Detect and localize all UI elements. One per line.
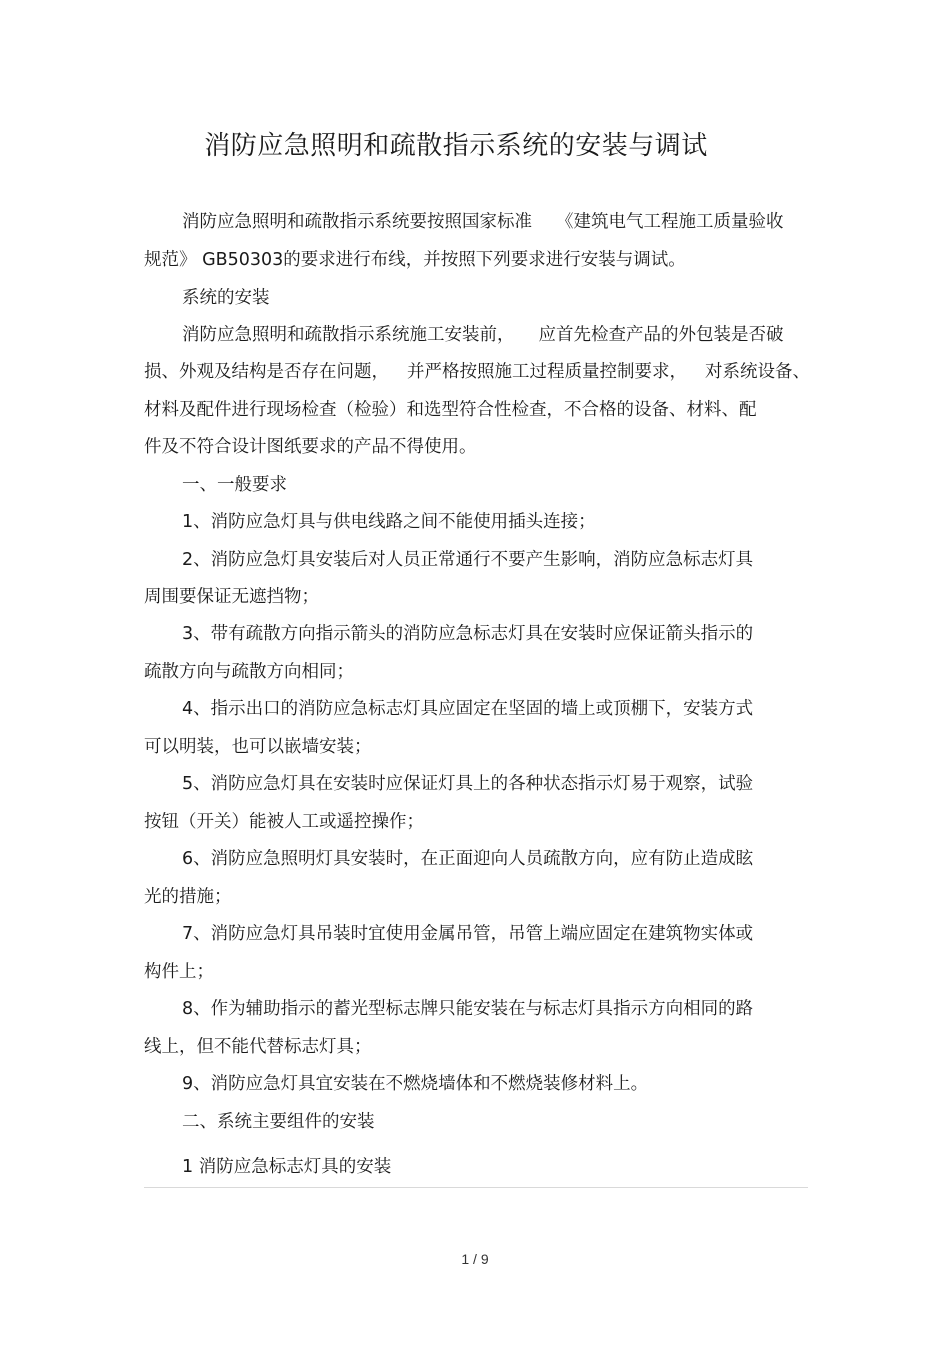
general-item-7-line-1: 7、消防应急灯具吊装时宜使用金属吊管，吊管上端应固定在建筑物实体或	[182, 924, 754, 944]
general-item-7-line-2: 构件上；	[144, 962, 214, 982]
footer-divider	[144, 1187, 808, 1188]
general-heading: 一、一般要求	[182, 475, 287, 495]
precheck-text-2c: 对系统设备、	[705, 362, 810, 382]
general-item-2-line-1: 2、消防应急灯具安装后对人员正常通行不要产生影响，消防应急标志灯具	[182, 550, 754, 570]
precheck-line-3: 材料及配件进行现场检查（检验）和选型符合性检查，不合格的设备、材料、配	[144, 400, 757, 420]
precheck-line-2	[144, 360, 810, 384]
components-subheading-1: 1 消防应急标志灯具的安装	[182, 1157, 392, 1177]
intro-text-a: 消防应急照明和疏散指示系统要按照国家标准	[182, 212, 532, 232]
general-item-5-line-2: 按钮（开关）能被人工或遥控操作；	[144, 812, 424, 832]
precheck-text-2a: 损、外观及结构是否存在问题，	[144, 362, 389, 382]
document-title: 消防应急照明和疏散指示系统的安装与调试	[204, 131, 708, 161]
general-item-2-line-2: 周围要保证无遮挡物；	[144, 587, 319, 607]
general-item-3-line-1: 3、带有疏散方向指示箭头的消防应急标志灯具在安装时应保证箭头指示的	[182, 624, 754, 644]
general-item-5-line-1: 5、消防应急灯具在安装时应保证灯具上的各种状态指示灯易于观察，试验	[182, 774, 754, 794]
page-number: 1 / 9	[461, 1251, 489, 1267]
general-item-4-line-2: 可以明装，也可以嵌墙安装；	[144, 737, 372, 757]
general-item-6-line-1: 6、消防应急照明灯具安装时，在正面迎向人员疏散方向，应有防止造成眩	[182, 849, 754, 869]
intro-line-2: 规范》 GB50303的要求进行布线，并按照下列要求进行安装与调试。	[144, 250, 686, 270]
precheck-text-2b: 并严格按照施工过程质量控制要求，	[407, 362, 687, 382]
precheck-text-1b: 应首先检查产品的外包装是否破	[538, 325, 784, 345]
general-item-3-line-2: 疏散方向与疏散方向相同；	[144, 662, 354, 682]
general-item-8-line-1: 8、作为辅助指示的蓄光型标志牌只能安装在与标志灯具指示方向相同的路	[182, 999, 754, 1019]
intro-text-b: 《建筑电气工程施工质量验收	[556, 212, 784, 232]
precheck-text-1a: 消防应急照明和疏散指示系统施工安装前，	[182, 325, 515, 345]
components-heading: 二、系统主要组件的安装	[182, 1112, 375, 1132]
general-item-6-line-2: 光的措施；	[144, 887, 232, 907]
section-heading-install: 系统的安装	[182, 288, 270, 308]
general-item-4-line-1: 4、指示出口的消防应急标志灯具应固定在坚固的墙上或顶棚下，安装方式	[182, 699, 754, 719]
general-item-9: 9、消防应急灯具宜安装在不燃烧墙体和不燃烧装修材料上。	[182, 1074, 649, 1094]
general-item-8-line-2: 线上，但不能代替标志灯具；	[144, 1037, 372, 1057]
general-item-1: 1、消防应急灯具与供电线路之间不能使用插头连接；	[182, 512, 596, 532]
precheck-line-4: 件及不符合设计图纸要求的产品不得使用。	[144, 437, 477, 457]
precheck-line-1	[182, 323, 784, 347]
intro-line-1	[182, 210, 784, 234]
